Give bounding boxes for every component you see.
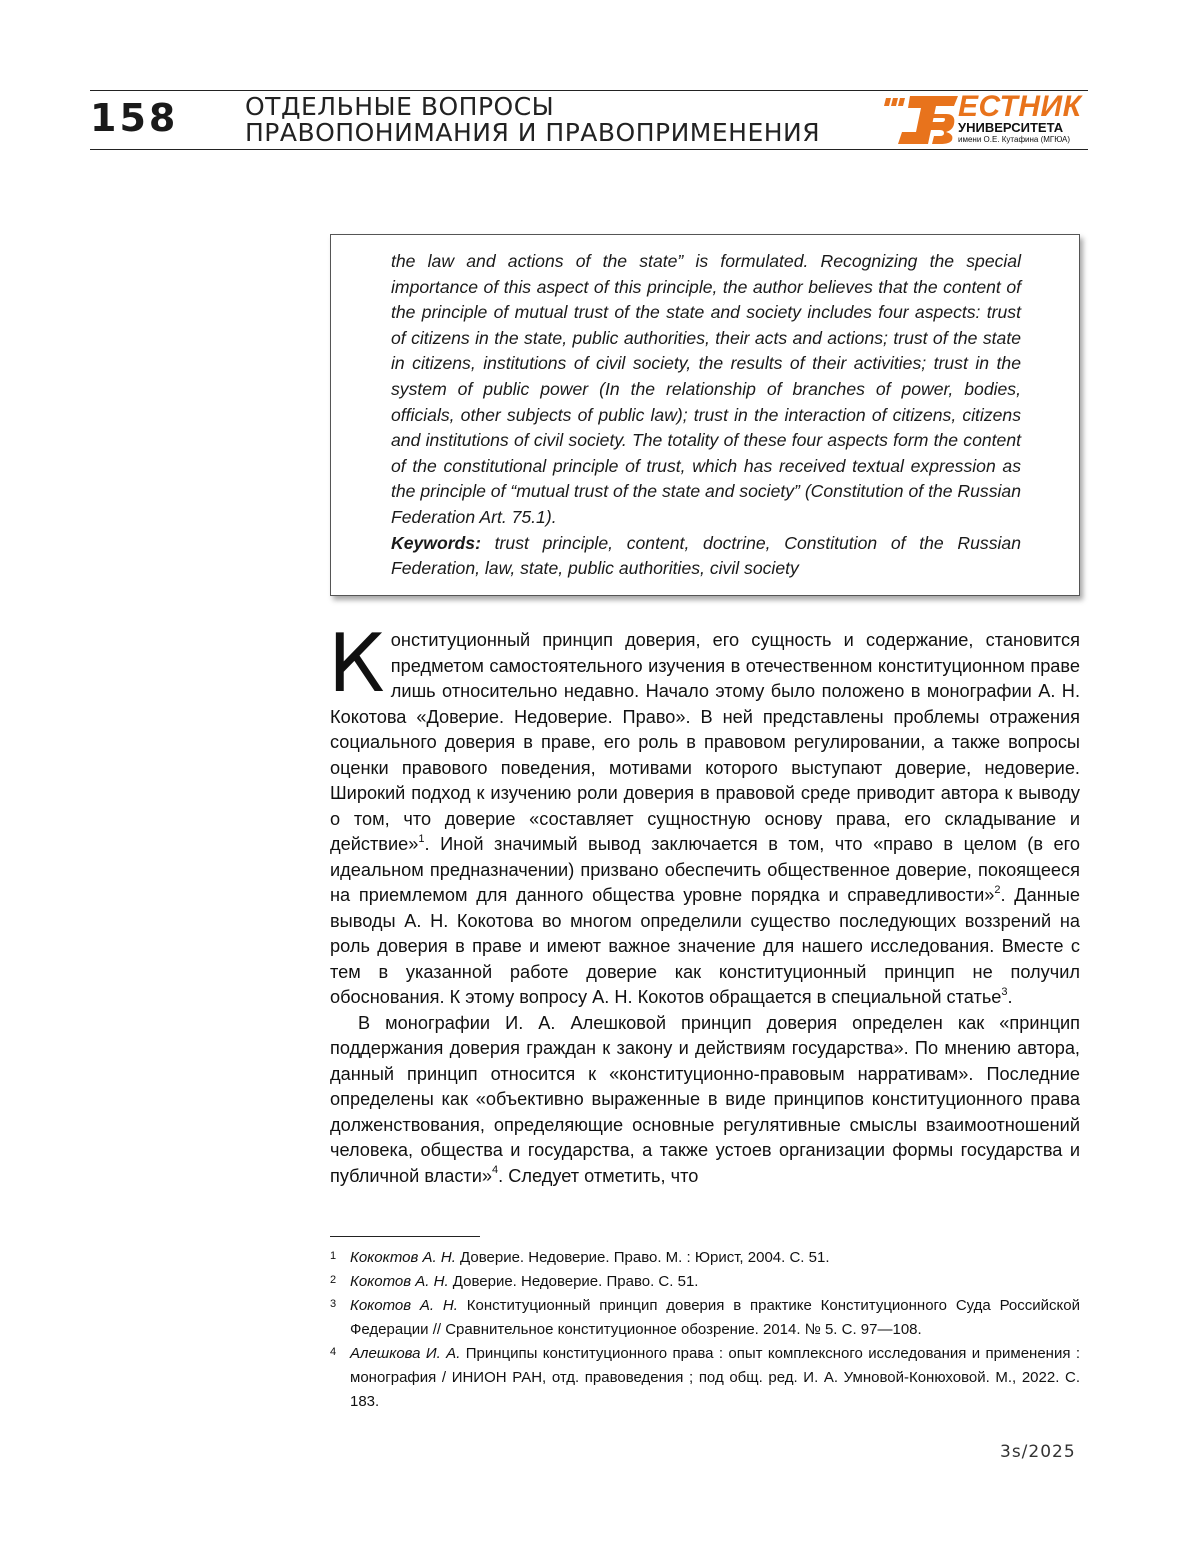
footnote-item — [330, 1342, 1080, 1414]
footnotes — [330, 1246, 1080, 1414]
footnote-number: 1 — [330, 1250, 337, 1262]
footnote-author: Кокотов А. Н. — [350, 1273, 449, 1290]
footnote-ref-1[interactable]: 1 — [418, 832, 425, 845]
footnote-author: Алешкова И. А. — [350, 1345, 461, 1362]
logo-subtitle: УНИВЕРСИТЕТА — [958, 120, 1064, 135]
body-p1-text-c: . Данные выводы А. Н. Кокотова во многом определили существо последующих воззрений на роль доверия в праве и имеют важное значение для нашего исследования. Вместе с тем в указанной работе доверие как конституционный принцип не получил обоснования. К этому вопросу А. Н. Кокотов обращается в специальной статье — [330, 885, 1080, 1007]
footnote-author: Кококтов А. Н. — [350, 1249, 456, 1266]
logo-word: ЕСТНИК — [958, 90, 1082, 123]
issue-number: 3s/2025 — [1000, 1442, 1076, 1462]
footnote-number: 4 — [330, 1346, 337, 1358]
footnote-ref-2[interactable]: 2 — [994, 883, 1001, 896]
page-number: 158 — [90, 96, 179, 140]
footnote-author: Кокотов А. Н. — [350, 1297, 458, 1314]
footnote-ref-3[interactable]: 3 — [1001, 985, 1008, 998]
footnote-item — [330, 1294, 1080, 1342]
footnote-item — [330, 1246, 1080, 1270]
section-title-line2: ПРАВОПОНИМАНИЯ И ПРАВОПРИМЕНЕНИЯ — [245, 118, 821, 147]
footnote-text: Доверие. Недоверие. Право. С. 51. — [452, 1273, 699, 1290]
article-body — [328, 617, 1080, 1189]
keywords-label: Keywords: — [391, 532, 481, 553]
drop-cap: К — [328, 617, 385, 710]
header-rule-bottom — [90, 149, 1088, 150]
footnote-item — [330, 1270, 1080, 1294]
header-rule-top — [90, 90, 1088, 91]
footnote-text: Конституционный принцип доверия в практике Конституционного Суда Российской Федерации // Сравнительное конституционное обозрение. 2014. № 5. С. 97—108. — [350, 1297, 1080, 1338]
abstract-text: the law and actions of the state” is formulated. Recognizing the special importance of this aspect of this principle, the author believes that the content of the principle of mutual trust of the state and society includes four aspects: trust of citizens in the state, public authorities, their acts and actions; trust of the state in citizens, institutions of civil society, the results of their activities; trust in the system of public power (In the relationship of branches of power, bodies, officials, other subjects of public law); trust in the interaction of citizens, citizens and institutions of civil society. The totality of these four aspects form the content of the constitutional principle of trust, which has received textual expression as the principle of “mutual trust of the state and society” (Constitution of the Russian Federation Art. 75.1). — [391, 251, 1021, 527]
body-paragraph-2 — [330, 1011, 1080, 1190]
abstract-box — [330, 234, 1080, 596]
journal-logo — [880, 92, 1085, 148]
logo-caption: имени О.Е. Кутафина (МГЮА) — [958, 135, 1071, 144]
footnote-number: 3 — [330, 1298, 337, 1310]
body-p2-text-a: В монографии И. А. Алешковой принцип доверия определен как «принцип поддержания доверия граждан к закону и действиям государства». По мнению автора, данный принцип относится к «конституционно-правовым нарративам». Последние определены как «объективно выраженные в виде принципов конституционного права долженствования, определяющие основные регулятивные смыслы взаимоотношений человека, общества и государства, а также устоев организации формы государства и публичной власти» — [330, 1012, 1080, 1186]
footnote-ref-4[interactable]: 4 — [492, 1164, 499, 1177]
footnote-text: Доверие. Недоверие. Право. М. : Юрист, 2004. С. 51. — [460, 1249, 830, 1266]
section-title-line1: ОТДЕЛЬНЫЕ ВОПРОСЫ — [245, 92, 555, 121]
keywords-text: trust principle, content, doctrine, Constitution of the Russian Federation, law, state, public authorities, civil society — [391, 532, 1021, 579]
footnote-rule — [330, 1236, 480, 1237]
body-paragraph-1 — [328, 617, 1080, 1011]
body-p2-text-b: . Следует отметить, что — [498, 1165, 699, 1186]
logo-v-mark-icon — [880, 92, 960, 148]
body-p1-text-b: . Иной значимый вывод заключается в том, что «право в целом (в его идеальном предназначении) призвано обеспечить общественное доверие, покоящееся на приемлемом для данного общества уровне порядка и справедливости» — [330, 834, 1080, 905]
footnote-text: Принципы конституционного права : опыт комплексного исследования и применения : монография / ИНИОН РАН, отд. правоведения ; под общ. ред. И. А. Умновой-Конюховой. М., 2022. С. 183. — [350, 1345, 1080, 1410]
body-p1-text-a: онституционный принцип доверия, его сущность и содержание, становится предметом самостоятельного изучения в отечественном конституционном праве лишь относительно недавно. Начало этому было положено в монографии А. Н. Кокотова «Доверие. Недоверие. Право». В ней представлены проблемы отражения социального доверия в праве, его роль в правовом регулировании, а также вопросы оценки правового поведения, мотивами которого выступают доверие, недоверие. Широкий подход к изучению роли доверия в правовой среде приводит автора к выводу о том, что доверие «составляет сущностную основу права, его складывание и действие» — [330, 630, 1080, 854]
abstract-paragraph — [391, 249, 1021, 582]
body-p1-text-d: . — [1007, 987, 1013, 1007]
section-title — [245, 94, 820, 146]
footnote-number: 2 — [330, 1274, 337, 1286]
